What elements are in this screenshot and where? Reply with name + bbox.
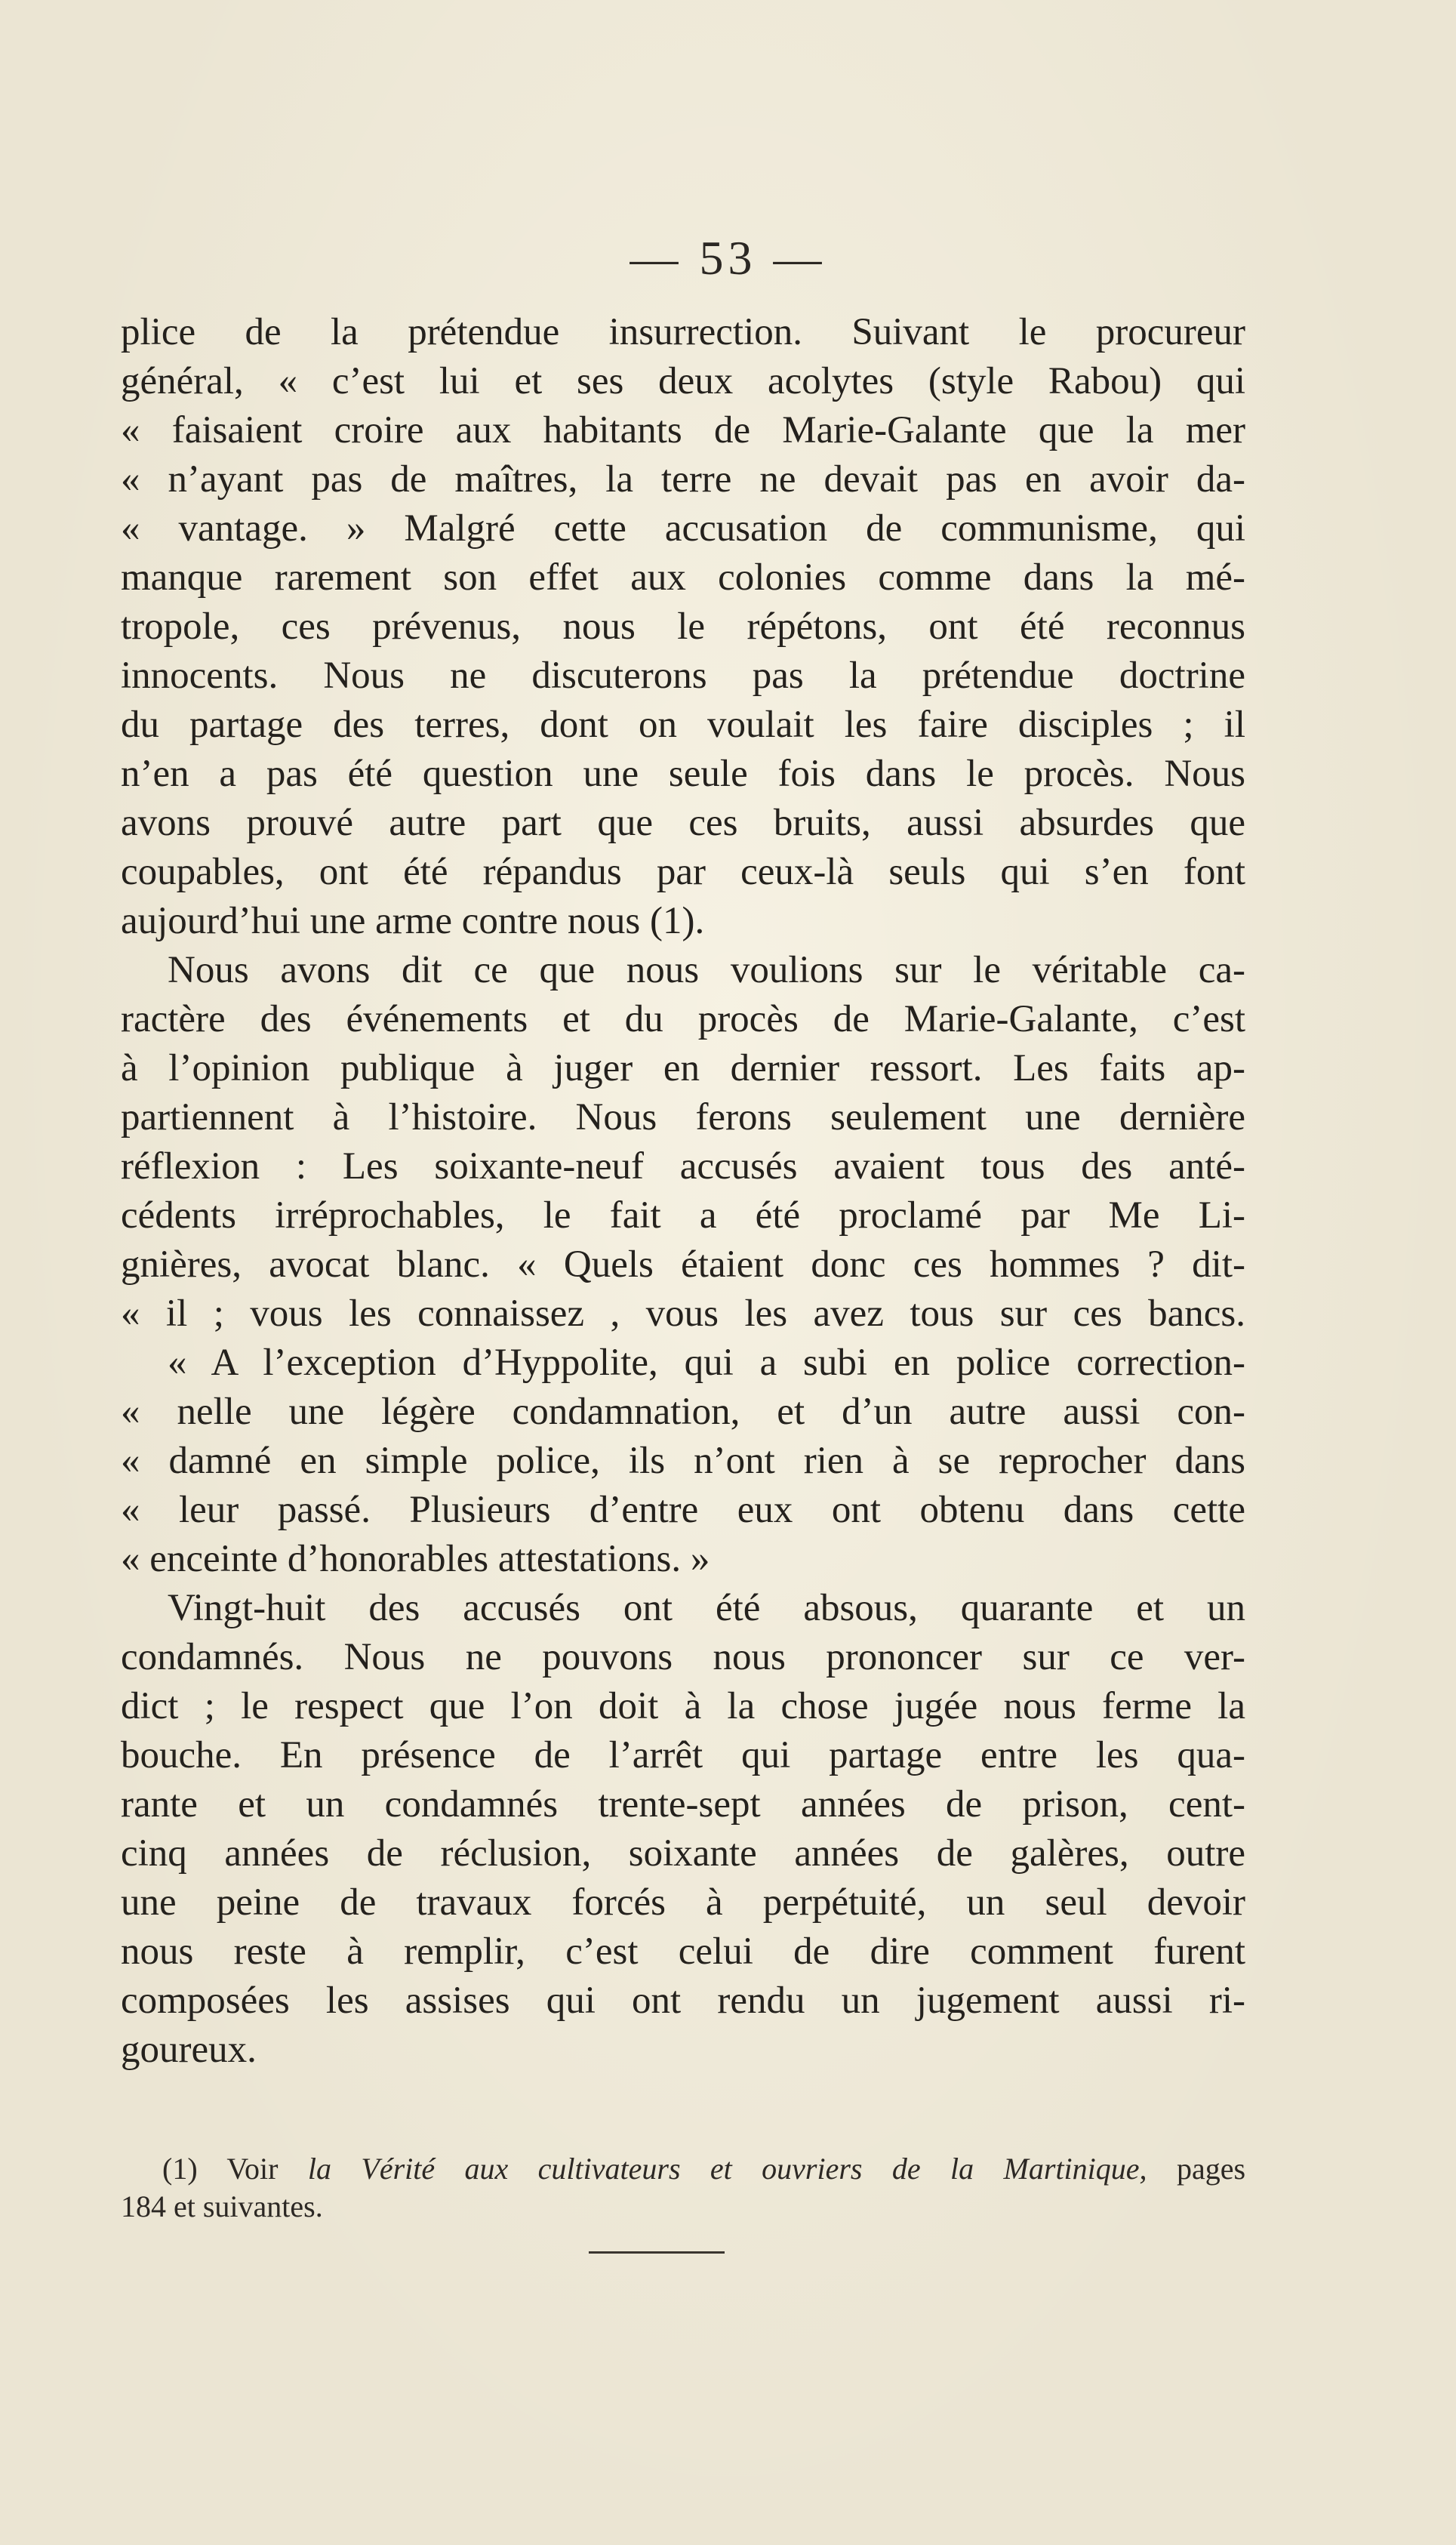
closing-rule — [589, 2251, 725, 2254]
body-text — [121, 308, 1245, 2075]
text-line: « n’ayant pas de maîtres, la terre ne devait pas en avoir da- — [121, 458, 1245, 501]
text-line: avons prouvé autre part que ces bruits, aussi absurdes que — [121, 802, 1245, 844]
text-line: manque rarement son effet aux colonies comme dans la mé- — [121, 556, 1245, 599]
text-line: une peine de travaux forcés à perpétuité, un seul devoir — [121, 1881, 1245, 1924]
text-line: plice de la prétendue insurrection. Suivant le procureur — [121, 311, 1245, 353]
text-line: gnières, avocat blanc. « Quels étaient donc ces hommes ? dit- — [121, 1243, 1245, 1286]
text-line: « nelle une légère condamnation, et d’un autre aussi con- — [121, 1391, 1245, 1433]
text-line: Vingt-huit des accusés ont été absous, quarante et un — [168, 1587, 1245, 1629]
text-line: aujourd’hui une arme contre nous (1). — [121, 900, 705, 942]
text-line: condamnés. Nous ne pouvons nous prononcer sur ce ver- — [121, 1636, 1245, 1678]
text-line: cédents irréprochables, le fait a été proclamé par Me Li- — [121, 1194, 1245, 1237]
text-line: innocents. Nous ne discuterons pas la prétendue doctrine — [121, 655, 1245, 697]
footnote-line: 184 et suivantes. — [121, 2189, 323, 2223]
footnote — [121, 2150, 1245, 2226]
text-line: tropole, ces prévenus, nous le répétons, ont été reconnus — [121, 605, 1245, 648]
text-line: « faisaient croire aux habitants de Marie-Galante que la mer — [121, 409, 1245, 451]
text-line: du partage des terres, dont on voulait les faire disciples ; il — [121, 704, 1245, 746]
text-line: « enceinte d’honorables attestations. » — [121, 1538, 710, 1580]
text-line: ractère des événements et du procès de Marie-Galante, c’est — [121, 998, 1245, 1040]
text-line: Nous avons dit ce que nous voulions sur le véritable ca- — [168, 949, 1245, 991]
text-line: « damné en simple police, ils n’ont rien à se reprocher dans — [121, 1440, 1245, 1482]
page-number: — 53 — — [629, 231, 827, 285]
text-line: dict ; le respect que l’on doit à la chose jugée nous ferme la — [121, 1685, 1245, 1727]
text-line: à l’opinion publique à juger en dernier ressort. Les faits ap- — [121, 1047, 1245, 1089]
text-line: partiennent à l’histoire. Nous ferons seulement une dernière — [121, 1096, 1245, 1138]
text-line: « A l’exception d’Hyppolite, qui a subi en police correction- — [168, 1342, 1245, 1384]
footnote-rest: pages — [1176, 2152, 1246, 2186]
text-line: goureux. — [121, 2029, 257, 2071]
text-line: général, « c’est lui et ses deux acolytes (style Rabou) qui — [121, 360, 1245, 402]
text-line: composées les assises qui ont rendu un jugement aussi ri- — [121, 1980, 1245, 2022]
footnote-title: la Vérité aux cultivateurs et ouvriers de la Martinique, — [307, 2152, 1147, 2186]
text-line: « il ; vous les connaissez , vous les avez tous sur ces bancs. — [121, 1293, 1245, 1335]
text-line: nous reste à remplir, c’est celui de dire comment furent — [121, 1930, 1245, 1973]
text-line: réflexion : Les soixante-neuf accusés avaient tous des anté- — [121, 1145, 1245, 1188]
text-line: coupables, ont été répandus par ceux-là seuls qui s’en font — [121, 851, 1245, 893]
footnote-marker: (1) Voir — [162, 2152, 279, 2186]
text-line: « vantage. » Malgré cette accusation de communisme, qui — [121, 507, 1245, 550]
footnote-line — [121, 2150, 1245, 2188]
text-line: « leur passé. Plusieurs d’entre eux ont obtenu dans cette — [121, 1489, 1245, 1531]
text-line: bouche. En présence de l’arrêt qui partage entre les qua- — [121, 1734, 1245, 1776]
text-line: rante et un condamnés trente-sept années de prison, cent- — [121, 1783, 1245, 1826]
text-line: n’en a pas été question une seule fois dans le procès. Nous — [121, 753, 1245, 795]
text-line: cinq années de réclusion, soixante années de galères, outre — [121, 1832, 1245, 1875]
